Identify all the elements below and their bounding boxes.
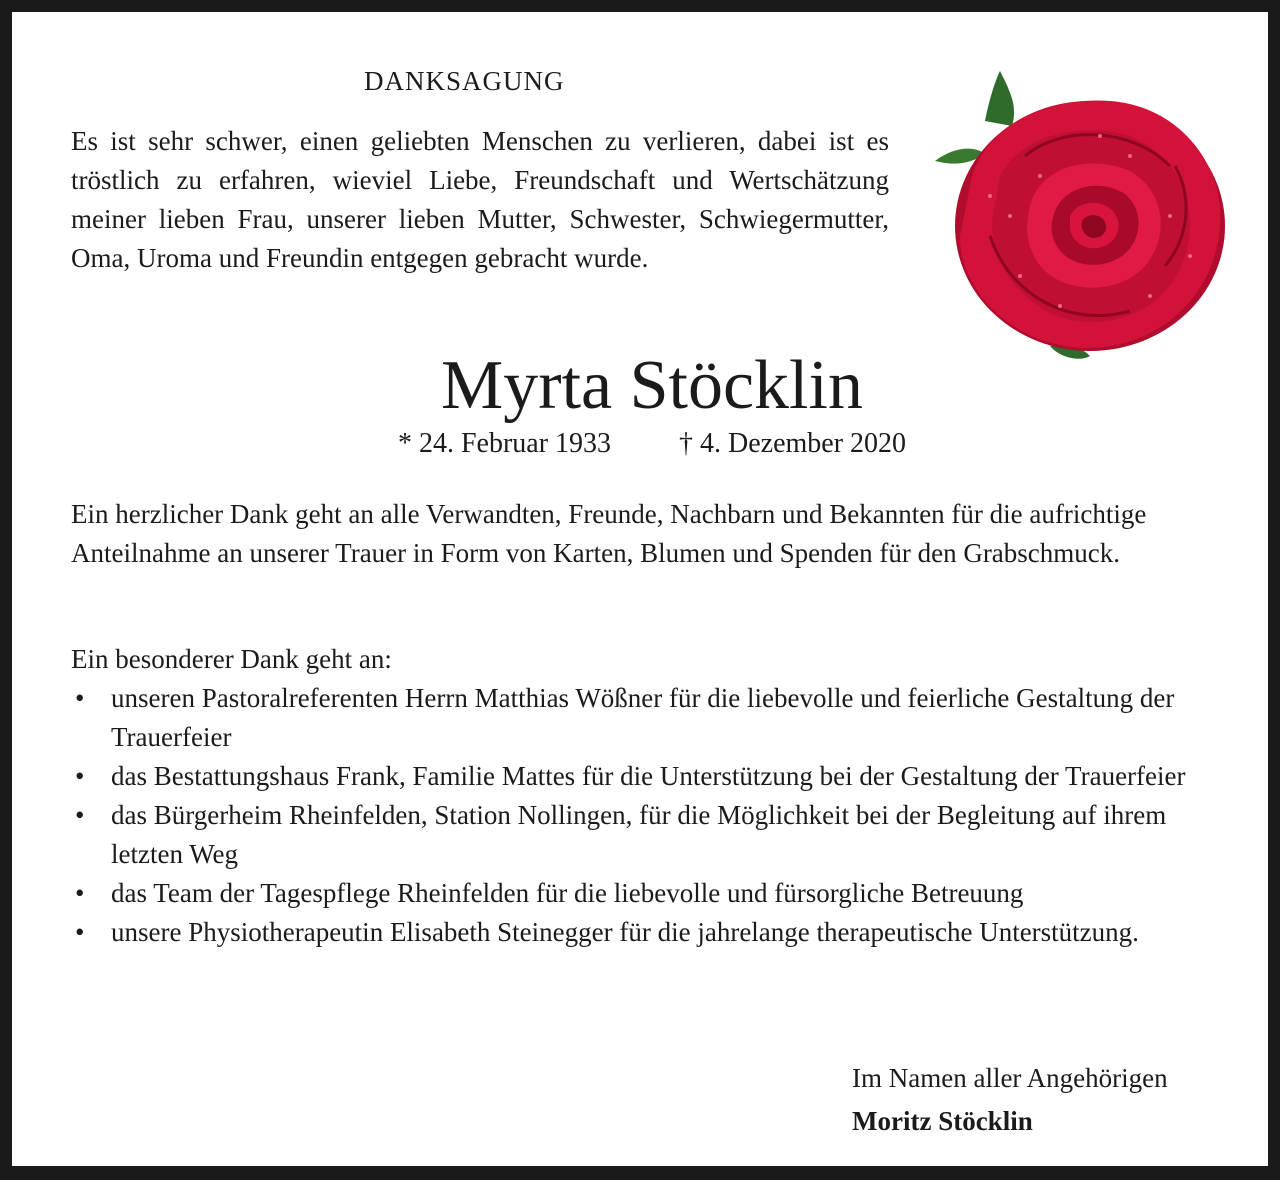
special-thanks-intro: Ein besonderer Dank geht an: [71, 644, 392, 674]
birth-date: * 24. Februar 1933 [397, 428, 612, 459]
special-thanks [71, 640, 1233, 952]
intro-paragraph: Es ist sehr schwer, einen geliebten Menschen zu verlieren, dabei ist es tröstlich zu erfahren, wieviel Liebe, Freundschaft und Wertschätzung meiner lieben Frau, unserer lieben Mutter, Schwester, Schwiegermutter, Oma, Uroma und Freundin entgegen gebracht wurde. [71, 126, 889, 273]
thanks-paragraph: Ein herzlicher Dank geht an alle Verwandten, Freunde, Nachbarn und Bekannten für die aufrichtige Anteilnahme an unserer Trauer in Form von Karten, Blumen und Spenden für den Grabschmuck. [71, 499, 1147, 568]
special-thanks-list [71, 679, 1233, 952]
rose-flower-icon [930, 66, 1235, 366]
list-item: • unsere Physiotherapeutin Elisabeth Steinegger für die jahrelange therapeutische Unterstützung. [71, 913, 1221, 952]
closing-text: Im Namen aller Angehörigen [852, 1063, 1168, 1093]
life-dates [12, 428, 1280, 460]
bullet: • [75, 683, 85, 713]
signer-name: Moritz Stöcklin [852, 1106, 1033, 1136]
bullet: • [75, 800, 85, 830]
death-date: † 4. Dezember 2020 [679, 428, 907, 459]
deceased-name: Myrta Stöcklin [441, 347, 863, 424]
bullet: • [75, 917, 85, 947]
signature-block [852, 1057, 1168, 1143]
list-item: • unseren Pastoralreferenten Herrn Matthias Wößner für die liebevolle und feierliche Gestaltung der Trauerfeier [71, 679, 1221, 757]
bullet: • [75, 878, 85, 908]
list-item: • das Bestattungshaus Frank, Familie Mattes für die Unterstützung bei der Gestaltung der Trauerfeier [71, 757, 1221, 796]
bullet: • [75, 761, 85, 791]
heading: DANKSAGUNG [364, 66, 565, 96]
list-item: • das Bürgerheim Rheinfelden, Station Nollingen, für die Möglichkeit bei der Begleitung auf ihrem letzten Weg [71, 796, 1221, 874]
list-item: • das Team der Tagespflege Rheinfelden für die liebevolle und fürsorgliche Betreuung [71, 874, 1221, 913]
